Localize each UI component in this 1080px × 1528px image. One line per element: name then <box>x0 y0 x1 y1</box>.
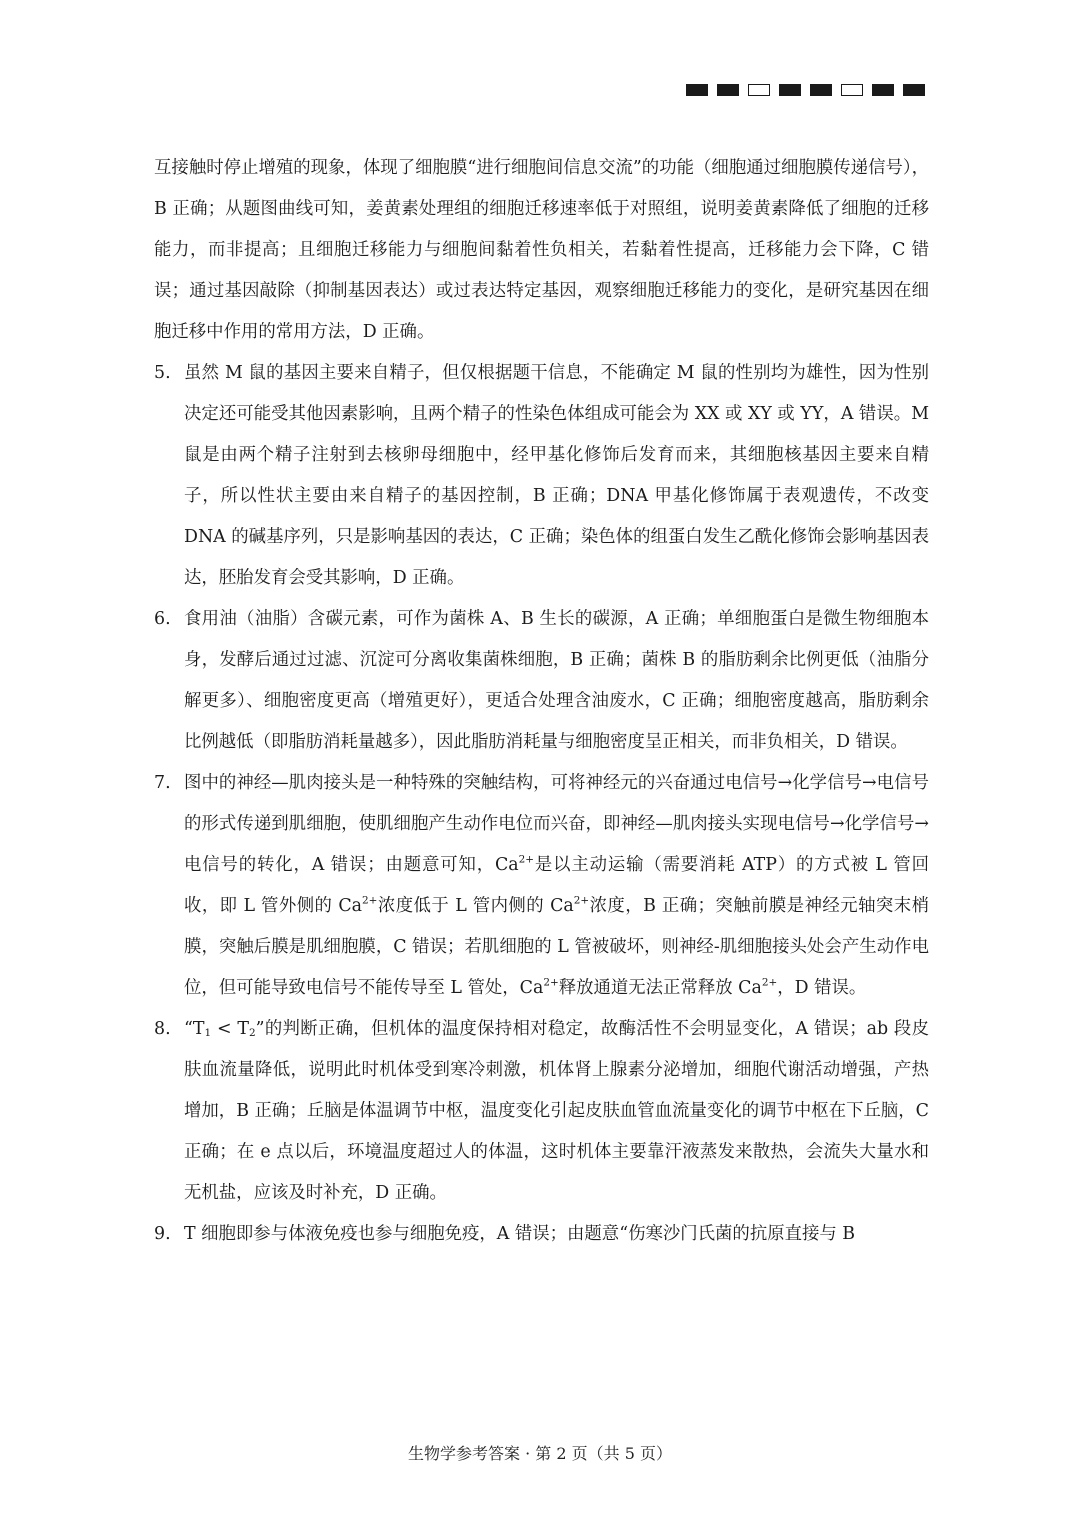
item-text-part: 释放通道无法正常释放 Ca <box>558 978 762 998</box>
header-mark <box>686 84 708 96</box>
item-text-part: 图中的神经—肌肉接头是一种特殊的突触结构，可将神经元的兴奋通过电信号→化学信号→电信号的形式传递到肌细胞，使肌细胞产生动作电位而兴奋，即神经—肌肉接头实现电信号→化学信号→电信号的转化，A 错误；由题意可知，Ca <box>184 773 929 875</box>
item-number: 8. <box>154 1019 171 1039</box>
subscript: 1 <box>204 1027 212 1040</box>
item-text: T 细胞即参与体液免疫也参与细胞免疫，A 错误；由题意“伤寒沙门氏菌的抗原直接与 B <box>184 1224 856 1244</box>
item-text-part: ，D 错误。 <box>777 978 867 998</box>
charge-superscript: 2+ <box>518 853 535 866</box>
header-mark <box>841 84 863 96</box>
item-number: 6. <box>154 609 171 629</box>
item-text-part: ”的判断正确，但机体的温度保持相对稳定，故酶活性不会明显变化，A 错误；ab 段皮肤血流量降低，说明此时机体受到寒冷刺激，机体肾上腺素分泌增加，细胞代谢活动增强，产热增加，B 正确；丘脑是体温调节中枢，温度变化引起皮肤血管血流量变化的调节中枢在下丘脑，C 正确；在 e 点以后，环境温度超过人的体温，这时机体主要靠汗液蒸发来散热，会流失大量水和无机盐，应该及时补充，D 正确。 <box>184 1019 929 1203</box>
charge-superscript: 2+ <box>573 894 590 907</box>
header-mark <box>748 84 770 96</box>
item-text-part: 浓度低于 L 管内侧的 Ca <box>377 896 574 916</box>
item-text-part: 是以主动运输（需要消耗 ATP）的方式被 L 管回收，即 L 管外侧的 Ca <box>184 855 929 916</box>
header-mark <box>810 84 832 96</box>
header-marks <box>686 84 925 96</box>
charge-superscript: 2+ <box>543 976 559 989</box>
header-mark <box>717 84 739 96</box>
item-text-part: 浓度，B 正确；突触前膜是神经元轴突末梢膜，突触后膜是肌细胞膜，C 错误；若肌细胞的 L 管被破坏，则神经-肌细胞接头处会产生动作电位，但可能导致电信号不能传导至 L 管处，Ca <box>184 896 930 998</box>
item-text: 食用油（油脂）含碳元素，可作为菌株 A、B 生长的碳源，A 正确；单细胞蛋白是微生物细胞本身，发酵后通过过滤、沉淀可分离收集菌株细胞，B 正确；菌株 B 的脂肪剩余比例更低（油脂分解更多）、细胞密度更高（增殖更好），更适合处理含油废水，C 正确；细胞密度越高，脂肪剩余比例越低（即脂肪消耗量越多），因此脂肪消耗量与细胞密度呈正相关，而非负相关，D 错误。 <box>184 609 929 752</box>
answer-item-8 <box>154 1009 929 1214</box>
answer-content <box>154 148 929 1255</box>
item-number: 9. <box>154 1224 171 1244</box>
item-number: 7. <box>154 773 171 793</box>
header-mark <box>872 84 894 96</box>
answer-item-6 <box>154 599 929 763</box>
intro-paragraph: 互接触时停止增殖的现象，体现了细胞膜“进行细胞间信息交流”的功能（细胞通过细胞膜传递信号），B 正确；从题图曲线可知，姜黄素处理组的细胞迁移速率低于对照组，说明姜黄素降低了细胞的迁移能力，而非提高；且细胞迁移能力与细胞间黏着性负相关，若黏着性提高，迁移能力会下降，C 错误；通过基因敲除（抑制基因表达）或过表达特定基因，观察细胞迁移能力的变化，是研究基因在细胞迁移中作用的常用方法，D 正确。 <box>154 158 929 342</box>
item-text-part: “T <box>184 1019 205 1039</box>
subscript: 2 <box>248 1027 256 1040</box>
header-mark <box>779 84 801 96</box>
item-number: 5. <box>154 363 171 383</box>
answer-item-9 <box>154 1214 929 1255</box>
charge-superscript: 2+ <box>761 976 778 989</box>
item-text: 虽然 M 鼠的基因主要来自精子，但仅根据题干信息，不能确定 M 鼠的性别均为雄性，因为性别决定还可能受其他因素影响，且两个精子的性染色体组成可能会为 XX 或 XY 或 YY，A 错误。M 鼠是由两个精子注射到去核卵母细胞中，经甲基化修饰后发育而来，其细胞核基因主要来自精子，所以性状主要由来自精子的基因控制，B 正确；DNA 甲基化修饰属于表观遗传，不改变 DNA 的碱基序列，只是影响基因的表达，C 正确；染色体的组蛋白发生乙酰化修饰会影响基因表达，胚胎发育会受其影响，D 正确。 <box>184 363 929 588</box>
header-mark <box>903 84 925 96</box>
charge-superscript: 2+ <box>362 894 378 907</box>
item-text-part: < T <box>211 1019 249 1039</box>
page-footer: 生物学参考答案 · 第 2 页（共 5 页） <box>408 1444 672 1463</box>
answer-item-7 <box>154 763 929 1009</box>
answer-item-5 <box>154 353 929 599</box>
